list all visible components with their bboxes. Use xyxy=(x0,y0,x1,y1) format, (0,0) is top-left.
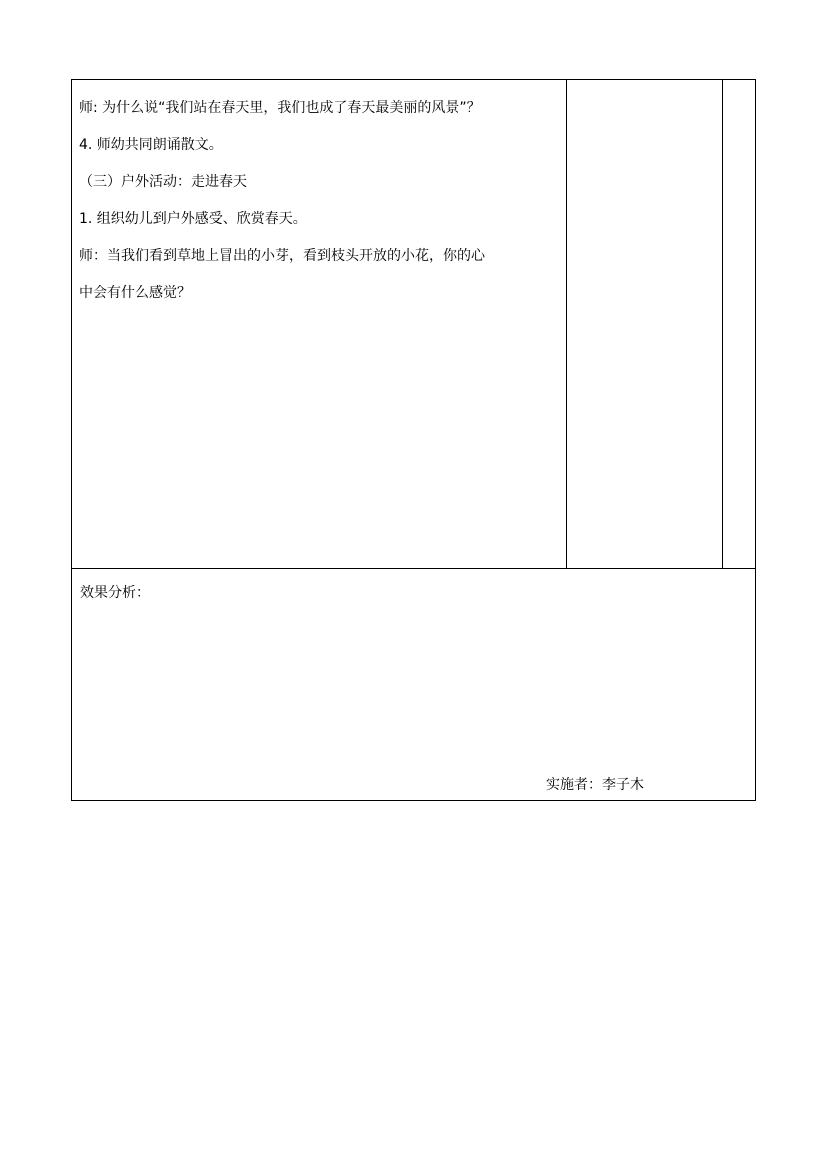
lesson-line: （三）户外活动：走进春天 xyxy=(79,174,247,190)
column-divider xyxy=(566,80,567,568)
implementer-text: 实施者：李子木 xyxy=(546,777,644,793)
column-divider xyxy=(722,80,723,568)
lesson-row xyxy=(72,80,755,569)
analysis-row xyxy=(72,569,755,801)
lesson-content-cell xyxy=(79,90,563,312)
lesson-line: 4. 师幼共同朗诵散文。 xyxy=(79,137,223,153)
lesson-line: 1. 组织幼儿到户外感受、欣赏春天。 xyxy=(79,211,307,227)
lesson-line: 中会有什么感觉？ xyxy=(79,285,191,301)
analysis-label: 效果分析： xyxy=(80,585,150,601)
lesson-table xyxy=(71,79,756,801)
lesson-line: 师: 为什么说“我们站在春天里，我们也成了春天最美丽的风景”？ xyxy=(79,100,481,116)
lesson-line: 师：当我们看到草地上冒出的小芽，看到枝头开放的小花，你的心 xyxy=(79,248,485,264)
